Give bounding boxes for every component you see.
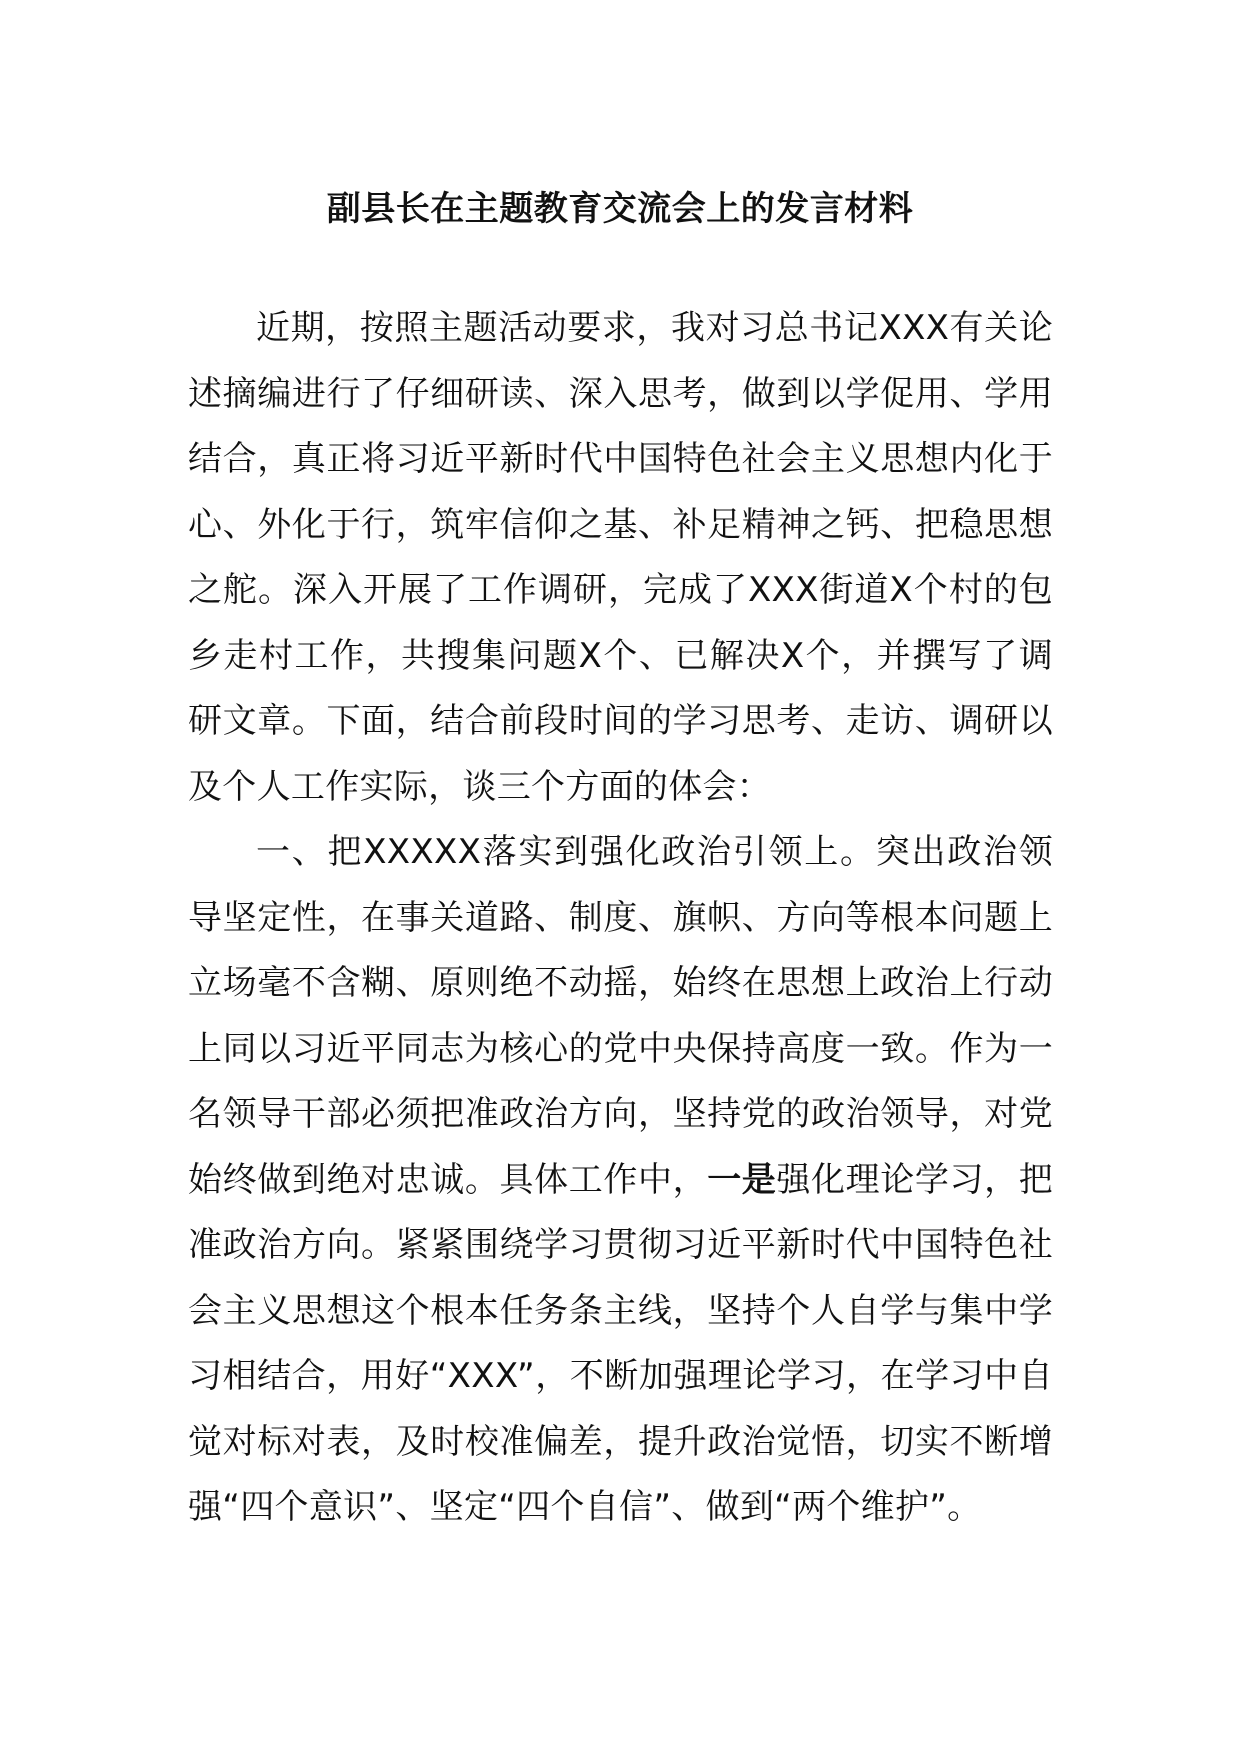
paragraph-section-one xyxy=(188,820,1053,1541)
emphasis-first-point: 一是 xyxy=(707,1159,777,1200)
paragraph-intro: 近期，按照主题活动要求，我对习总书记XXX有关论述摘编进行了仔细研读、深入思考，做到以学促用、学用结合，真正将习近平新时代中国特色社会主义思想内化于心、外化于行，筑牢信仰之基、补足精神之钙、把稳思想之舵。深入开展了工作调研，完成了XXX街道X个村的包乡走村工作，共搜集问题X个、已解决X个，并撰写了调研文章。下面，结合前段时间的学习思考、走访、调研以及个人工作实际，谈三个方面的体会： xyxy=(188,308,1053,807)
paragraph-section-one-lead: 一、把XXXXX落实到强化政治引领上。突出政治领导坚定性，在事关道路、制度、旗帜、方向等根本问题上立场毫不含糊、原则绝不动摇，始终在思想上政治上行动上同以习近平同志为核心的党中央保持高度一致。作为一名领导干部必须把准政治方向，坚持党的政治领导，对党始终做到绝对忠诚。具体工作中， xyxy=(188,832,1053,1200)
document-title: 副县长在主题教育交流会上的发言材料 xyxy=(326,189,914,229)
document-body xyxy=(188,296,1053,1541)
paragraph-section-one-rest: 强化理论学习，把准政治方向。紧紧围绕学习贯彻习近平新时代中国特色社会主义思想这个根本任务条主线，坚持个人自学与集中学习相结合，用好“XXX”，不断加强理论学习，在学习中自觉对标对表，及时校准偏差，提升政治觉悟，切实不断增强“四个意识”、坚定“四个自信”、做到“两个维护”。 xyxy=(188,1159,1054,1527)
